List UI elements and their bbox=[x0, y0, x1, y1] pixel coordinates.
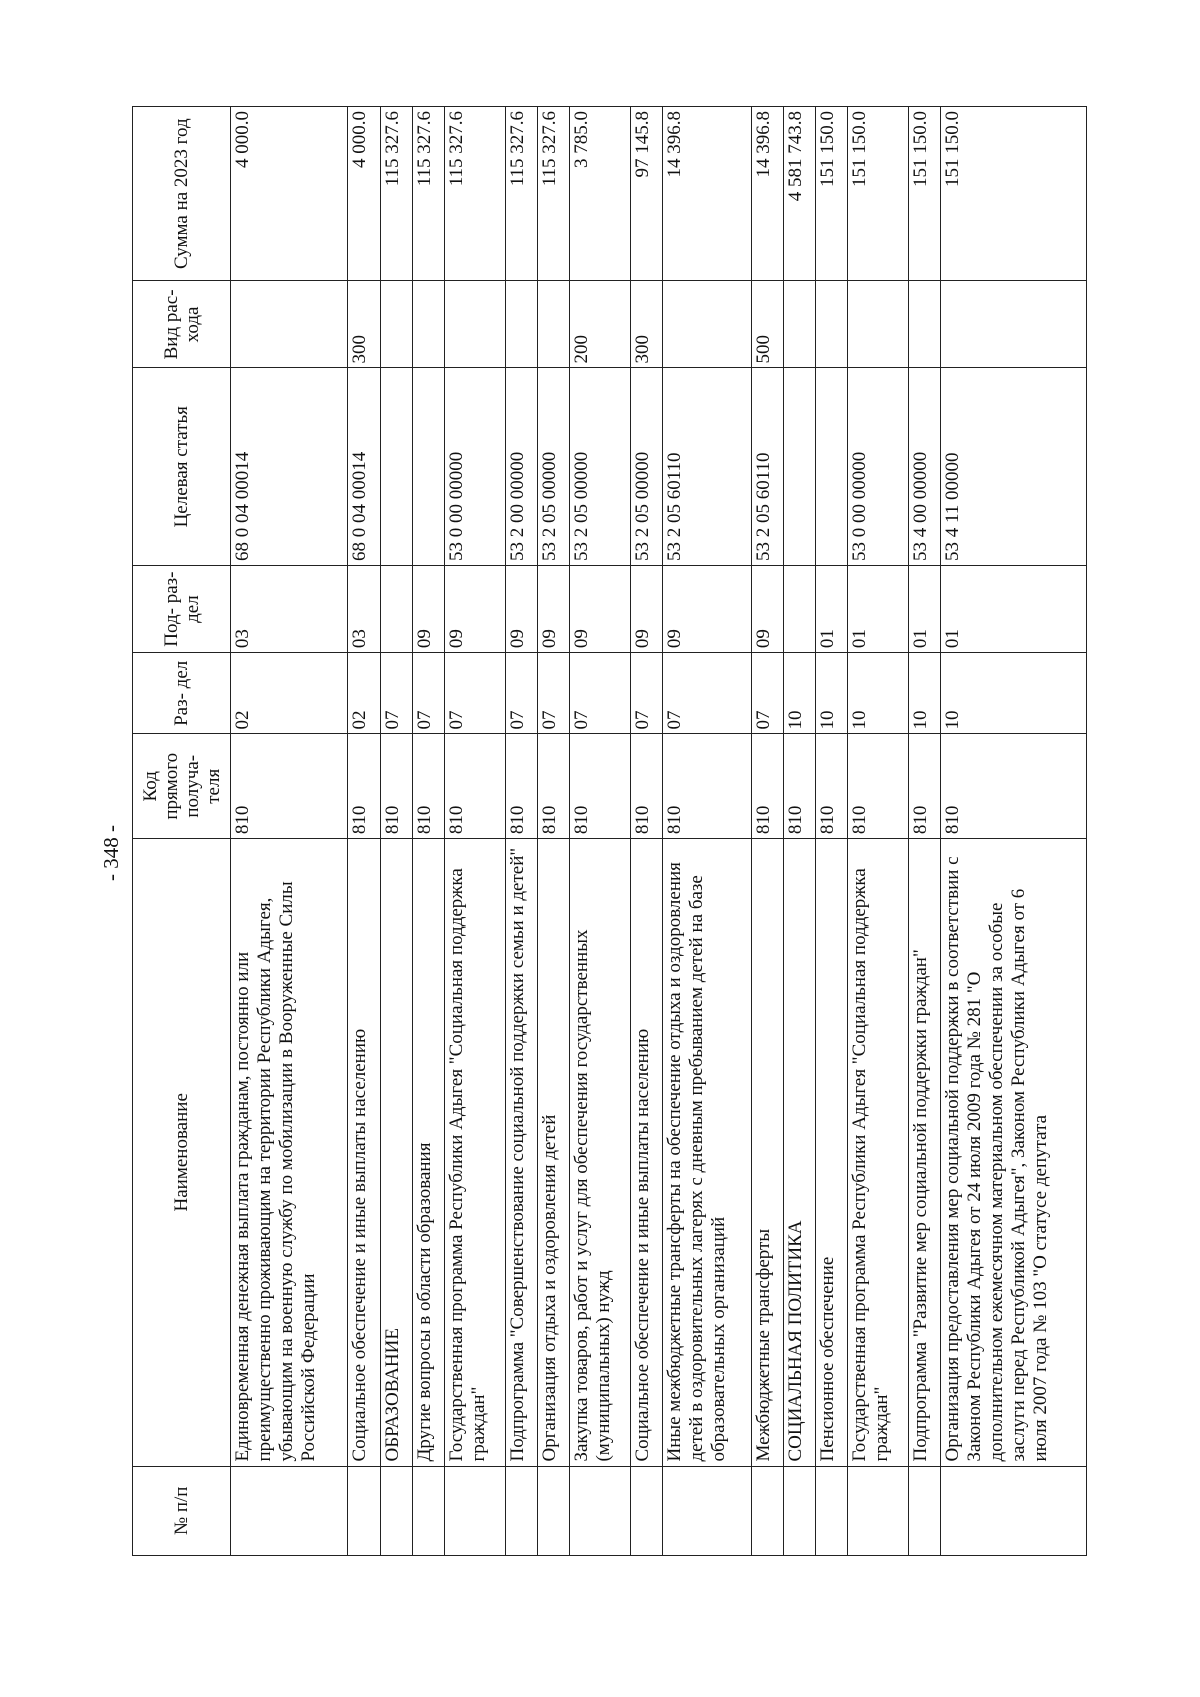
cell-name: Подпрограмма "Развитие мер социальной поддержки граждан" bbox=[908, 839, 940, 1466]
cell-recipient-code: 810 bbox=[848, 734, 909, 839]
cell-no bbox=[751, 1466, 783, 1555]
cell-target-item: 53 2 05 60110 bbox=[751, 368, 783, 566]
cell-no bbox=[783, 1466, 815, 1555]
cell-expense-type bbox=[505, 281, 537, 368]
cell-recipient-code: 810 bbox=[816, 734, 848, 839]
cell-no bbox=[412, 1466, 444, 1555]
cell-recipient-code: 810 bbox=[569, 734, 630, 839]
cell-amount: 97 145.8 bbox=[630, 107, 662, 281]
cell-name: Межбюджетные трансферты bbox=[751, 839, 783, 1466]
cell-recipient-code: 810 bbox=[348, 734, 380, 839]
table-row bbox=[662, 107, 751, 1556]
cell-section: 07 bbox=[380, 653, 412, 734]
cell-expense-type bbox=[941, 281, 1087, 368]
cell-amount: 151 150.0 bbox=[816, 107, 848, 281]
cell-section: 07 bbox=[444, 653, 505, 734]
cell-name: Государственная программа Республики Адыгея "Социальная поддержка граждан" bbox=[848, 839, 909, 1466]
cell-name: Пенсионное обеспечение bbox=[816, 839, 848, 1466]
cell-target-item: 53 2 05 00000 bbox=[569, 368, 630, 566]
cell-name: Закупка товаров, работ и услуг для обеспечения государственных (муниципальных) нужд bbox=[569, 839, 630, 1466]
cell-recipient-code: 810 bbox=[751, 734, 783, 839]
cell-expense-type bbox=[537, 281, 569, 368]
cell-subsection: 01 bbox=[941, 566, 1087, 653]
cell-section: 07 bbox=[569, 653, 630, 734]
cell-no bbox=[380, 1466, 412, 1555]
cell-recipient-code: 810 bbox=[537, 734, 569, 839]
cell-expense-type bbox=[783, 281, 815, 368]
cell-amount: 115 327.6 bbox=[505, 107, 537, 281]
cell-target-item bbox=[380, 368, 412, 566]
table-row bbox=[816, 107, 848, 1556]
cell-recipient-code: 810 bbox=[505, 734, 537, 839]
header-recipient-code: Код прямого получа- теля bbox=[133, 734, 231, 839]
cell-section: 07 bbox=[662, 653, 751, 734]
cell-amount: 151 150.0 bbox=[908, 107, 940, 281]
cell-amount: 14 396.8 bbox=[662, 107, 751, 281]
cell-target-item: 53 2 05 60110 bbox=[662, 368, 751, 566]
cell-target-item: 53 4 00 00000 bbox=[908, 368, 940, 566]
table-header-row bbox=[133, 107, 231, 1556]
cell-no bbox=[816, 1466, 848, 1555]
cell-no bbox=[908, 1466, 940, 1555]
cell-target-item bbox=[783, 368, 815, 566]
header-section: Раз- дел bbox=[133, 653, 231, 734]
cell-subsection: 09 bbox=[630, 566, 662, 653]
cell-subsection: 09 bbox=[505, 566, 537, 653]
cell-no bbox=[505, 1466, 537, 1555]
cell-amount: 14 396.8 bbox=[751, 107, 783, 281]
cell-subsection: 03 bbox=[231, 566, 348, 653]
cell-no bbox=[630, 1466, 662, 1555]
cell-recipient-code: 810 bbox=[662, 734, 751, 839]
table-row bbox=[348, 107, 380, 1556]
cell-expense-type bbox=[231, 281, 348, 368]
cell-no bbox=[569, 1466, 630, 1555]
cell-amount: 4 000.0 bbox=[348, 107, 380, 281]
cell-expense-type bbox=[380, 281, 412, 368]
cell-name: Социальное обеспечение и иные выплаты населению bbox=[348, 839, 380, 1466]
cell-expense-type: 300 bbox=[348, 281, 380, 368]
table-row bbox=[537, 107, 569, 1556]
cell-section: 10 bbox=[783, 653, 815, 734]
cell-subsection: 09 bbox=[569, 566, 630, 653]
cell-name: Организация предоставления мер социальной поддержки в соответствии с Законом Республики Адыгея от 24 июля 2009 года № 281 "О дополнительном ежемесячном материальном обеспечении за особые заслуги перед Республикой Адыгея", Законом Республики Адыгея от 6 июля 2007 года № 103 "О статусе депутата bbox=[941, 839, 1087, 1466]
cell-target-item bbox=[816, 368, 848, 566]
table-row bbox=[751, 107, 783, 1556]
cell-section: 02 bbox=[348, 653, 380, 734]
cell-name: Подпрограмма "Совершенствование социальной поддержки семьи и детей" bbox=[505, 839, 537, 1466]
cell-expense-type: 500 bbox=[751, 281, 783, 368]
cell-subsection: 09 bbox=[662, 566, 751, 653]
cell-no bbox=[231, 1466, 348, 1555]
cell-name: Организация отдыха и оздоровления детей bbox=[537, 839, 569, 1466]
header-name: Наименование bbox=[133, 839, 231, 1466]
table-row bbox=[505, 107, 537, 1556]
cell-subsection: 01 bbox=[908, 566, 940, 653]
cell-subsection: 09 bbox=[412, 566, 444, 653]
cell-expense-type: 200 bbox=[569, 281, 630, 368]
cell-expense-type bbox=[816, 281, 848, 368]
cell-amount: 115 327.6 bbox=[412, 107, 444, 281]
cell-recipient-code: 810 bbox=[941, 734, 1087, 839]
cell-target-item: 53 0 00 00000 bbox=[848, 368, 909, 566]
cell-amount: 151 150.0 bbox=[848, 107, 909, 281]
cell-no bbox=[848, 1466, 909, 1555]
cell-target-item: 53 0 00 00000 bbox=[444, 368, 505, 566]
cell-target-item: 53 2 00 00000 bbox=[505, 368, 537, 566]
header-expense-type: Вид рас- хода bbox=[133, 281, 231, 368]
cell-recipient-code: 810 bbox=[444, 734, 505, 839]
table-row bbox=[444, 107, 505, 1556]
cell-recipient-code: 810 bbox=[783, 734, 815, 839]
page-number: - 348 - bbox=[99, 825, 123, 881]
cell-name: Социальное обеспечение и иные выплаты населению bbox=[630, 839, 662, 1466]
cell-amount: 115 327.6 bbox=[537, 107, 569, 281]
table-body bbox=[231, 107, 1087, 1556]
cell-section: 10 bbox=[908, 653, 940, 734]
cell-recipient-code: 810 bbox=[908, 734, 940, 839]
header-amount: Сумма на 2023 год bbox=[133, 107, 231, 281]
cell-subsection: 01 bbox=[816, 566, 848, 653]
cell-name: ОБРАЗОВАНИЕ bbox=[380, 839, 412, 1466]
table-row bbox=[569, 107, 630, 1556]
header-no: № п/п bbox=[133, 1466, 231, 1555]
cell-name: Единовременная денежная выплата гражданам, постоянно или преимущественно проживающим на территории Республики Адыгея, убывающим на военную службу по мобилизации в Вооруженные Силы Российской Федерации bbox=[231, 839, 348, 1466]
cell-section: 10 bbox=[816, 653, 848, 734]
cell-expense-type bbox=[662, 281, 751, 368]
cell-target-item: 68 0 04 00014 bbox=[231, 368, 348, 566]
cell-subsection: 09 bbox=[751, 566, 783, 653]
cell-section: 10 bbox=[848, 653, 909, 734]
cell-section: 10 bbox=[941, 653, 1087, 734]
cell-target-item: 53 2 05 00000 bbox=[537, 368, 569, 566]
cell-name: Иные межбюджетные трансферты на обеспечение отдыха и оздоровления детей в оздоровительных лагерях с дневным пребыванием детей на базе образовательных организаций bbox=[662, 839, 751, 1466]
cell-subsection: 03 bbox=[348, 566, 380, 653]
cell-recipient-code: 810 bbox=[380, 734, 412, 839]
cell-no bbox=[941, 1466, 1087, 1555]
cell-target-item: 53 2 05 00000 bbox=[630, 368, 662, 566]
header-subsection: Под- раз- дел bbox=[133, 566, 231, 653]
cell-amount: 4 581 743.8 bbox=[783, 107, 815, 281]
cell-no bbox=[348, 1466, 380, 1555]
table-row bbox=[908, 107, 940, 1556]
cell-subsection: 09 bbox=[444, 566, 505, 653]
cell-no bbox=[537, 1466, 569, 1555]
cell-name: Другие вопросы в области образования bbox=[412, 839, 444, 1466]
cell-no bbox=[662, 1466, 751, 1555]
cell-section: 07 bbox=[505, 653, 537, 734]
cell-expense-type bbox=[412, 281, 444, 368]
cell-section: 07 bbox=[751, 653, 783, 734]
cell-expense-type bbox=[908, 281, 940, 368]
cell-expense-type bbox=[848, 281, 909, 368]
cell-recipient-code: 810 bbox=[412, 734, 444, 839]
cell-target-item bbox=[412, 368, 444, 566]
cell-target-item: 68 0 04 00014 bbox=[348, 368, 380, 566]
table-row bbox=[848, 107, 909, 1556]
cell-section: 07 bbox=[412, 653, 444, 734]
table-row bbox=[231, 107, 348, 1556]
cell-section: 07 bbox=[630, 653, 662, 734]
cell-recipient-code: 810 bbox=[630, 734, 662, 839]
budget-table-page bbox=[132, 106, 1087, 1556]
cell-subsection: 01 bbox=[848, 566, 909, 653]
cell-recipient-code: 810 bbox=[231, 734, 348, 839]
cell-amount: 4 000.0 bbox=[231, 107, 348, 281]
header-target-item: Целевая статья bbox=[133, 368, 231, 566]
cell-name: Государственная программа Республики Адыгея "Социальная поддержка граждан" bbox=[444, 839, 505, 1466]
table-row bbox=[783, 107, 815, 1556]
cell-expense-type bbox=[444, 281, 505, 368]
cell-subsection bbox=[783, 566, 815, 653]
cell-subsection bbox=[380, 566, 412, 653]
cell-name: СОЦИАЛЬНАЯ ПОЛИТИКА bbox=[783, 839, 815, 1466]
cell-amount: 3 785.0 bbox=[569, 107, 630, 281]
cell-section: 07 bbox=[537, 653, 569, 734]
budget-table bbox=[132, 106, 1087, 1556]
cell-expense-type: 300 bbox=[630, 281, 662, 368]
cell-amount: 115 327.6 bbox=[380, 107, 412, 281]
table-row bbox=[380, 107, 412, 1556]
cell-no bbox=[444, 1466, 505, 1555]
cell-target-item: 53 4 11 00000 bbox=[941, 368, 1087, 566]
cell-subsection: 09 bbox=[537, 566, 569, 653]
table-row bbox=[941, 107, 1087, 1556]
cell-amount: 151 150.0 bbox=[941, 107, 1087, 281]
table-row bbox=[630, 107, 662, 1556]
table-row bbox=[412, 107, 444, 1556]
cell-section: 02 bbox=[231, 653, 348, 734]
cell-amount: 115 327.6 bbox=[444, 107, 505, 281]
